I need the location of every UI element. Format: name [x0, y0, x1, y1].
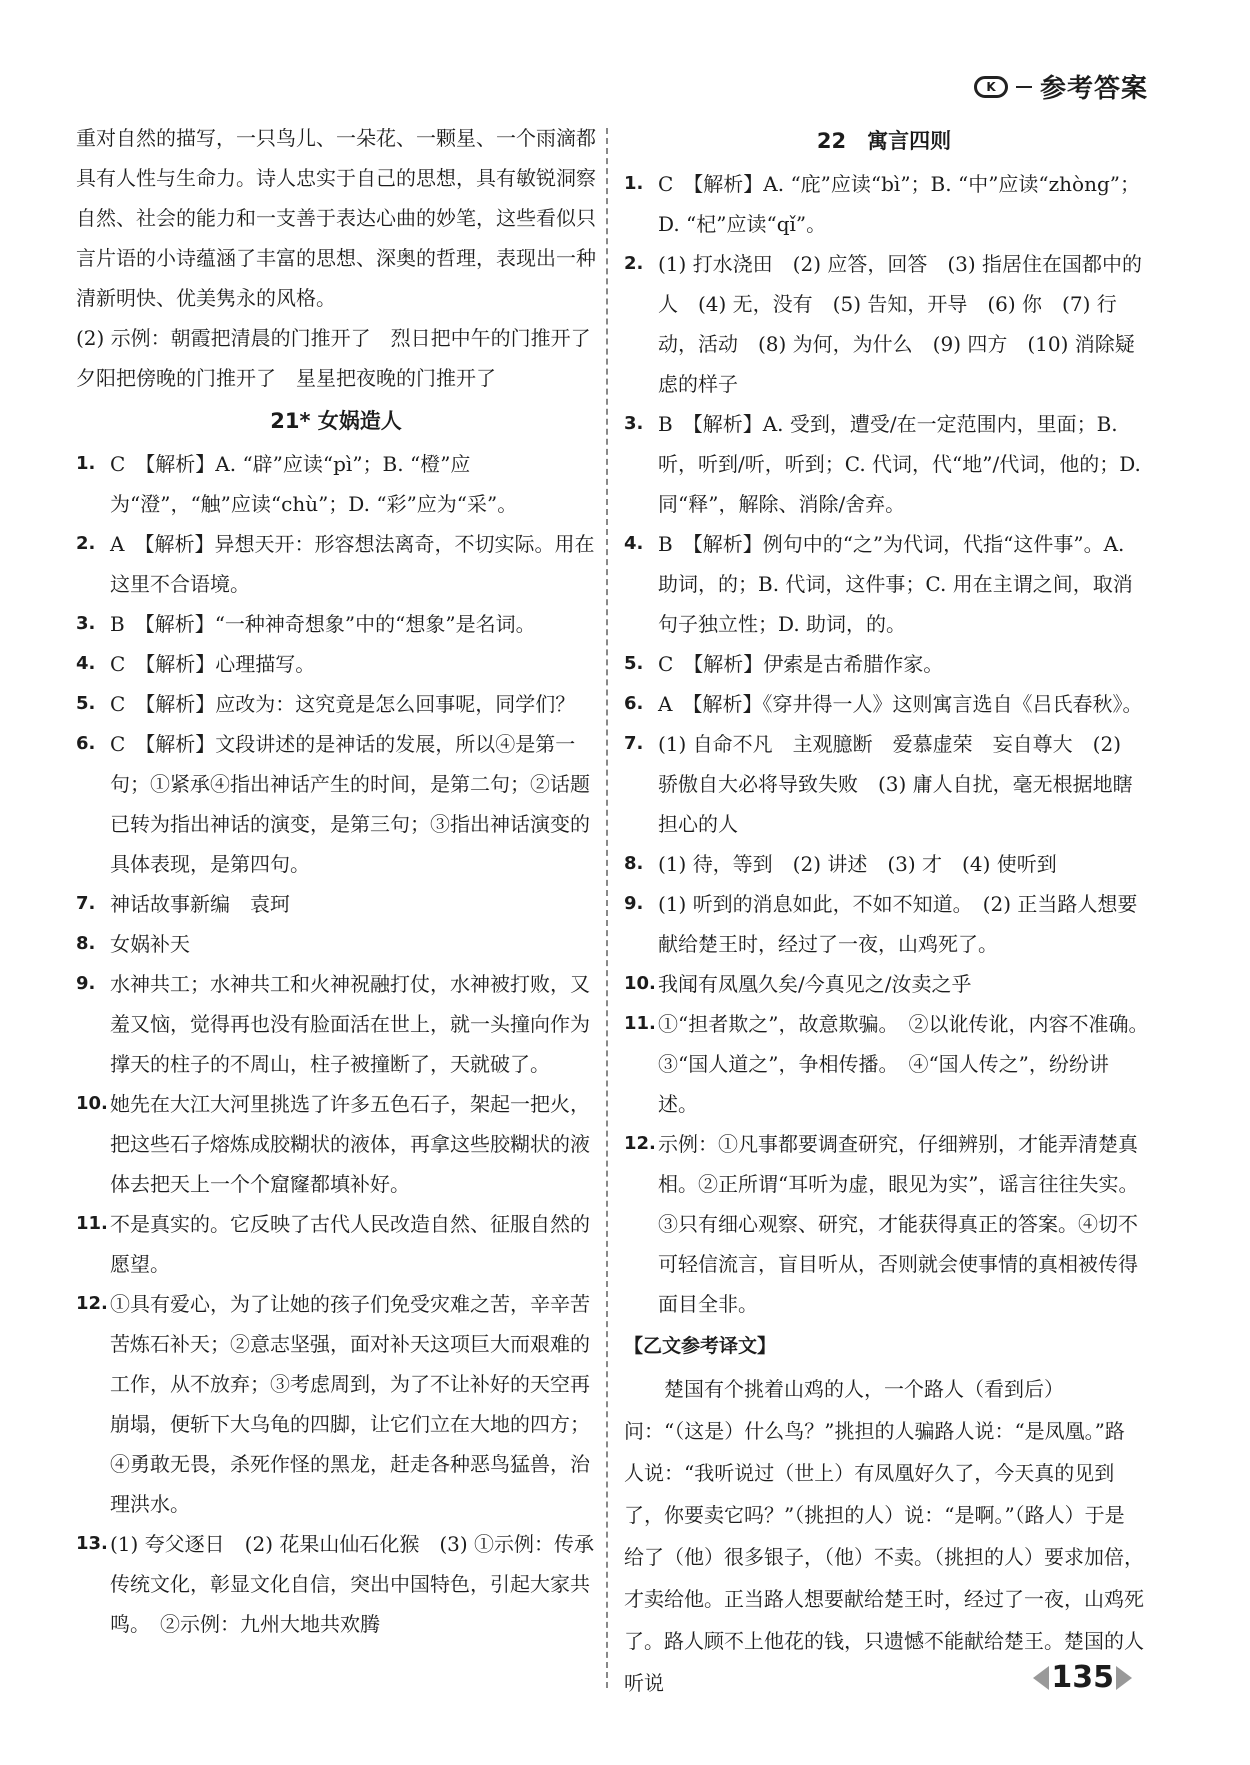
- page-number: [1033, 1660, 1132, 1695]
- answer-number: 4.: [76, 653, 96, 674]
- answer-number: 6.: [624, 693, 644, 714]
- answer-number: 5.: [76, 693, 96, 714]
- answer-text: B 【解析】A. 受到，遭受/在一定范围内，里面；B. 听，听到/听，听到；C. 代词，代“地”/代词，他的；D. 同“释”，解除、消除/舍弃。: [658, 412, 1141, 516]
- answer-text: 神话故事新编 袁珂: [110, 892, 290, 916]
- answer-item: [624, 884, 1144, 964]
- answer-item: [624, 684, 1144, 724]
- answer-text: (1) 打水浇田 (2) 应答，回答 (3) 指居住在国都中的人 (4) 无，没有 (5) 告知，开导 (6) 你 (7) 行动，活动 (8) 为何，为什么 (9) 四方 (10) 消除疑虑的样子: [658, 252, 1143, 396]
- answer-text: (1) 待，等到 (2) 讲述 (3) 才 (4) 使听到: [658, 852, 1057, 876]
- answer-text: B 【解析】例句中的“之”为代词，代指“这件事”。A. 助词，的；B. 代词，这件事；C. 用在主谓之间，取消句子独立性；D. 助词，的。: [658, 532, 1133, 636]
- answer-text: C 【解析】A. “庇”应读“bì”；B. “中”应读“zhòng”；D. “杞”应读“qǐ”。: [658, 172, 1141, 236]
- answer-number: 5.: [624, 653, 644, 674]
- answer-number: 2.: [624, 253, 644, 274]
- answer-number: 7.: [76, 893, 96, 914]
- answer-item: [76, 604, 596, 644]
- answer-number: 1.: [624, 173, 644, 194]
- page-number-text: 135: [1051, 1660, 1114, 1695]
- right-column: [624, 118, 1159, 1704]
- answer-number: 4.: [624, 533, 644, 554]
- answer-number: 11.: [76, 1213, 108, 1234]
- answer-item: [76, 1524, 596, 1644]
- answer-number: 12.: [624, 1133, 656, 1154]
- intro-paragraph: 重对自然的描写，一只鸟儿、一朵花、一颗星、一个雨滴都具有人性与生命力。诗人忠实于自己的思想，具有敏锐洞察自然、社会的能力和一支善于表达心曲的妙笔，这些看似只言片语的小诗蕴涵了丰富的思想、深奥的哲理，表现出一种清新明快、优美隽永的风格。: [76, 126, 596, 310]
- brand-logo-icon: K: [974, 76, 1008, 98]
- header-title: 参考答案: [1039, 74, 1148, 104]
- intro-paragraph: (2) 示例：朝霞把清晨的门推开了 烈日把中午的门推开了 夕阳把傍晚的门推开了 星星把夜晚的门推开了: [76, 326, 611, 390]
- answer-item: [624, 644, 1144, 684]
- answer-text: A 【解析】异想天开：形容想法离奇，不切实际。用在这里不合语境。: [110, 532, 595, 596]
- answer-number: 8.: [76, 933, 96, 954]
- answer-item: [624, 1124, 1144, 1324]
- answer-number: 3.: [624, 413, 644, 434]
- answer-item: [624, 404, 1144, 524]
- answer-number: 11.: [624, 1013, 656, 1034]
- answer-text: C 【解析】伊索是古希腊作家。: [658, 652, 944, 676]
- answer-number: 8.: [624, 853, 644, 874]
- answer-text: B 【解析】“一种神奇想象”中的“想象”是名词。: [110, 612, 536, 636]
- answer-list: [76, 444, 596, 1644]
- answer-item: [76, 884, 596, 924]
- answer-text: C 【解析】应改为：这究竟是怎么回事呢，同学们？: [110, 692, 576, 716]
- answer-text: ①具有爱心，为了让她的孩子们免受灾难之苦，辛辛苦苦炼石补天；②意志坚强，面对补天这项巨大而艰难的工作，从不放弃；③考虑周到，为了不让补好的天空再崩塌，便斩下大乌龟的四脚，让它们立在大地的四方；④勇敢无畏，杀死作怪的黑龙，赶走各种恶鸟猛兽，治理洪水。: [110, 1292, 590, 1516]
- answer-number: 2.: [76, 533, 96, 554]
- answer-number: 6.: [76, 733, 96, 754]
- answer-number: 9.: [624, 893, 644, 914]
- answer-text: A 【解析】《穿井得一人》这则寓言选自《吕氏春秋》。: [658, 692, 1143, 716]
- answer-item: [76, 644, 596, 684]
- answer-item: [624, 524, 1144, 644]
- right-arrow-icon: [1116, 1666, 1132, 1690]
- answer-text: 她先在大江大河里挑选了许多五色石子，架起一把火，把这些石子熔炼成胶糊状的液体，再拿这些胶糊状的液体去把天上一个个窟窿都填补好。: [110, 1092, 590, 1196]
- answer-text: C 【解析】心理描写。: [110, 652, 316, 676]
- section-title: 21* 女娲造人: [270, 409, 402, 433]
- translation-title: 【乙文参考译文】: [624, 1335, 777, 1357]
- answer-item: [76, 964, 596, 1084]
- answer-number: 9.: [76, 973, 96, 994]
- column-divider: [606, 128, 608, 1688]
- answer-item: [624, 164, 1144, 244]
- answer-number: 12.: [76, 1293, 108, 1314]
- answer-item: [76, 524, 596, 604]
- answer-item: [624, 964, 1144, 1004]
- answer-text: 不是真实的。它反映了古代人民改造自然、征服自然的愿望。: [110, 1212, 590, 1276]
- answer-number: 1.: [76, 453, 96, 474]
- header-dash: [1016, 86, 1032, 88]
- left-arrow-icon: [1033, 1666, 1049, 1690]
- answer-item: [76, 1204, 596, 1284]
- translation-text: 楚国有个挑着山鸡的人，一个路人（看到后）问：“（这是）什么鸟？”挑担的人骗路人说：“是凤凰。”路人说：“我听说过（世上）有凤凰好久了，今天真的见到了，你要卖它吗？”（挑担的人）说：“是啊。”（路人）于是给了（他）很多银子，（他）不卖。（挑担的人）要求加倍，才卖给他。正当路人想要献给楚王时，经过了一夜，山鸡死了。路人顾不上他花的钱，只遗憾不能献给楚王。楚国的人听说: [624, 1377, 1144, 1695]
- answer-number: 10.: [76, 1093, 108, 1114]
- answer-item: [624, 1004, 1159, 1124]
- answer-item: [76, 684, 596, 724]
- answer-number: 13.: [76, 1533, 108, 1554]
- answer-item: [76, 924, 596, 964]
- section-title: 22 寓言四则: [816, 129, 952, 153]
- answer-text: (1) 夸父逐日 (2) 花果山仙石化猴 (3) ①示例：传承传统文化，彰显文化自信，突出中国特色，引起大家共鸣。 ②示例：九州大地共欢腾: [110, 1532, 595, 1636]
- answer-text: (1) 自命不凡 主观臆断 爱慕虚荣 妄自尊大 (2) 骄傲自大必将导致失败 (3) 庸人自扰，毫无根据地瞎担心的人: [658, 732, 1133, 836]
- answer-number: 10.: [624, 973, 656, 994]
- answer-item: [76, 444, 596, 524]
- answer-list: [624, 164, 1159, 1324]
- answer-text: ①“担者欺之”，故意欺骗。 ②以讹传讹，内容不准确。 ③“国人道之”，争相传播。 ④“国人传之”，纷纷讲述。: [658, 1012, 1159, 1116]
- page-header: [974, 68, 1148, 105]
- left-column: [76, 118, 611, 1644]
- answer-number: 3.: [76, 613, 96, 634]
- answer-item: [624, 724, 1144, 844]
- answer-item: [624, 844, 1144, 884]
- answer-item: [76, 724, 596, 884]
- answer-item: [76, 1284, 596, 1524]
- answer-number: 7.: [624, 733, 644, 754]
- answer-text: 女娲补天: [110, 932, 190, 956]
- answer-item: [76, 1084, 596, 1204]
- answer-text: 水神共工；水神共工和火神祝融打仗，水神被打败，又羞又恼，觉得再也没有脸面活在世上，就一头撞向作为撑天的柱子的不周山，柱子被撞断了，天就破了。: [110, 972, 590, 1076]
- answer-item: [624, 244, 1144, 404]
- answer-text: 我闻有凤凰久矣/今真见之/汝卖之乎: [658, 972, 972, 996]
- answer-text: 示例：①凡事都要调查研究，仔细辨别，才能弄清楚真相。②正所谓“耳听为虚，眼见为实”，谣言往往失实。③只有细心观察、研究，才能获得真正的答案。④切不可轻信流言，盲目听从，否则就会使事情的真相被传得面目全非。: [658, 1132, 1139, 1316]
- answer-text: C 【解析】A. “辟”应读“pì”；B. “橙”应为“澄”，“触”应读“chù”；D. “彩”应为“采”。: [110, 452, 518, 516]
- answer-text: (1) 听到的消息如此，不如不知道。 (2) 正当路人想要献给楚王时，经过了一夜，山鸡死了。: [658, 892, 1138, 956]
- answer-text: C 【解析】文段讲述的是神话的发展，所以④是第一句；①紧承④指出神话产生的时间，是第二句；②话题已转为指出神话的演变，是第三句；③指出神话演变的具体表现，是第四句。: [110, 732, 590, 876]
